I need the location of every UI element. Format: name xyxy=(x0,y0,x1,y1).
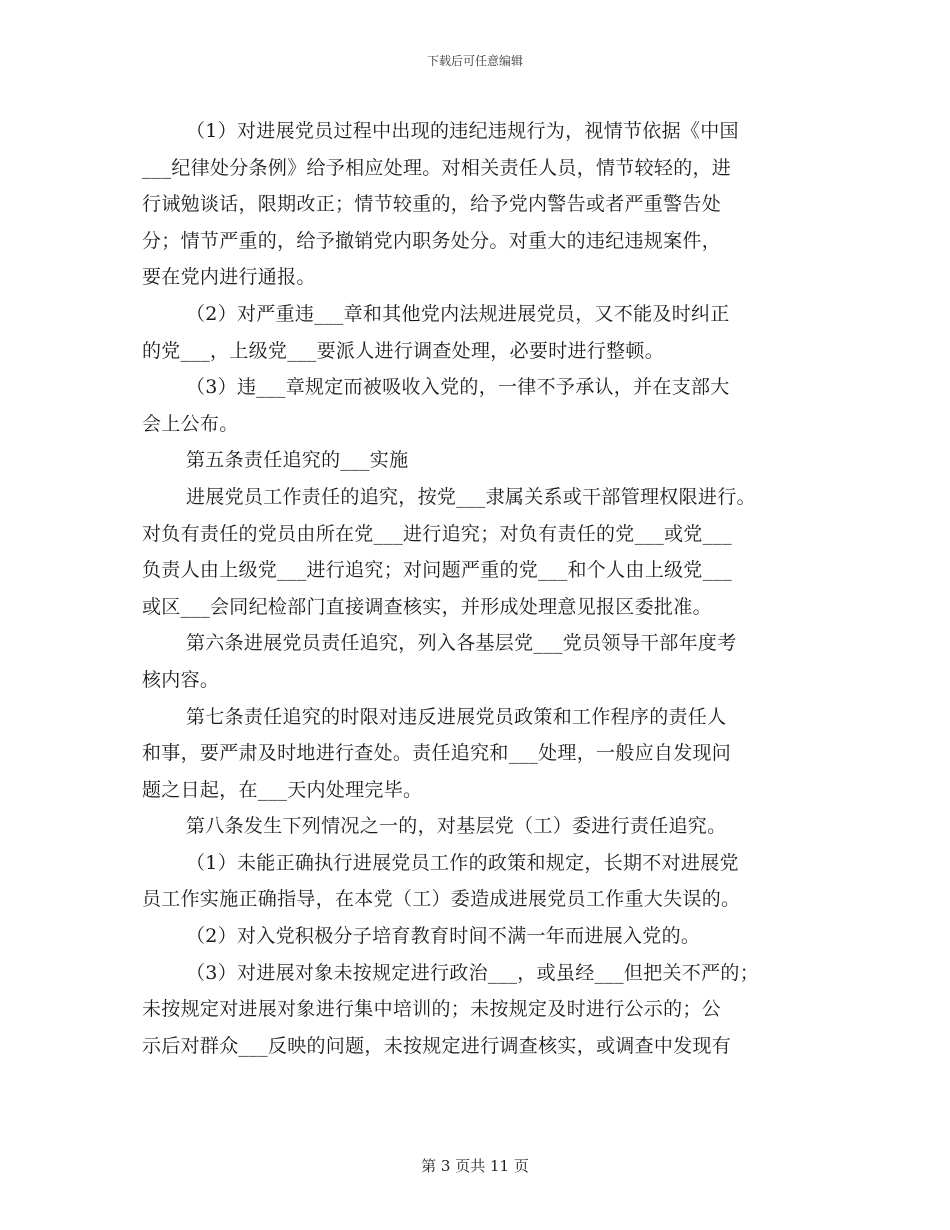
text-line: （3）对进展对象未按规定进行政治___，或虽经___但把关不严的； xyxy=(186,961,759,984)
text-line: 分；情节严重的，给予撤销党内职务处分。对重大的违纪违规案件， xyxy=(142,229,722,252)
text-line: ___纪律处分条例》给予相应处理。对相关责任人员，情节较轻的，进 xyxy=(142,156,732,179)
page-header: 下载后可任意编辑 xyxy=(426,54,523,68)
text-line: 核内容。 xyxy=(142,668,220,691)
text-line: （2）对入党积极分子培育教育时间不满一年而进展入党的。 xyxy=(186,925,701,948)
text-line: 示后对群众___反映的问题，未按规定进行调查核实，或调查中发现有 xyxy=(142,1034,732,1057)
text-line: （2）对严重违___章和其他党内法规进展党员，又不能及时纠正 xyxy=(186,302,730,325)
text-line: 员工作实施正确指导，在本党（工）委造成进展党员工作重大失误的。 xyxy=(142,888,741,911)
document-body xyxy=(142,113,832,1064)
text-line: 或区___会同纪检部门直接调查核实，并形成处理意见报区委批准。 xyxy=(142,595,712,618)
text-line: 要在党内进行通报。 xyxy=(142,266,316,289)
text-line: 第八条发生下列情况之一的，对基层党（工）委进行责任追究。 xyxy=(186,815,727,838)
page-number-footer: 第 3 页共 11 页 xyxy=(421,1157,529,1175)
text-line: 会上公布。 xyxy=(142,412,239,435)
text-line: （3）违___章规定而被吸收入党的，一律不予承认，并在支部大 xyxy=(186,376,730,399)
text-line: 题之日起，在___天内处理完毕。 xyxy=(142,778,423,801)
text-line: 负责人由上级党___进行追究；对问题严重的党___和个人由上级党___ xyxy=(142,559,733,582)
text-line: 行诫勉谈话，限期改正；情节较重的，给予党内警告或者严重警告处 xyxy=(142,193,722,216)
text-line: 第七条责任追究的时限对违反进展党员政策和工作程序的责任人 xyxy=(186,705,727,728)
text-line: 的党___，上级党___要派人进行调查处理，必要时进行整顿。 xyxy=(142,339,665,362)
text-line: （1）对进展党员过程中出现的违纪违规行为，视情节依据《中国 xyxy=(186,120,739,142)
text-line: 对负有责任的党员由所在党___进行追究；对负有责任的党___或党___ xyxy=(142,522,733,545)
text-line: 和事，要严肃及时地进行查处。责任追究和___处理，一般应自发现问 xyxy=(142,742,732,765)
text-line: 进展党员工作责任的追究，按党___隶属关系或干部管理权限进行。 xyxy=(186,485,756,508)
text-line: 第六条进展党员责任追究，列入各基层党___党员领导干部年度考 xyxy=(186,632,737,655)
text-line: 未按规定对进展对象进行集中培训的；未按规定及时进行公示的；公 xyxy=(142,998,722,1021)
text-line: 第五条责任追究的___实施 xyxy=(186,449,409,472)
text-line: （1）未能正确执行进展党员工作的政策和规定，长期不对进展党 xyxy=(186,851,739,874)
